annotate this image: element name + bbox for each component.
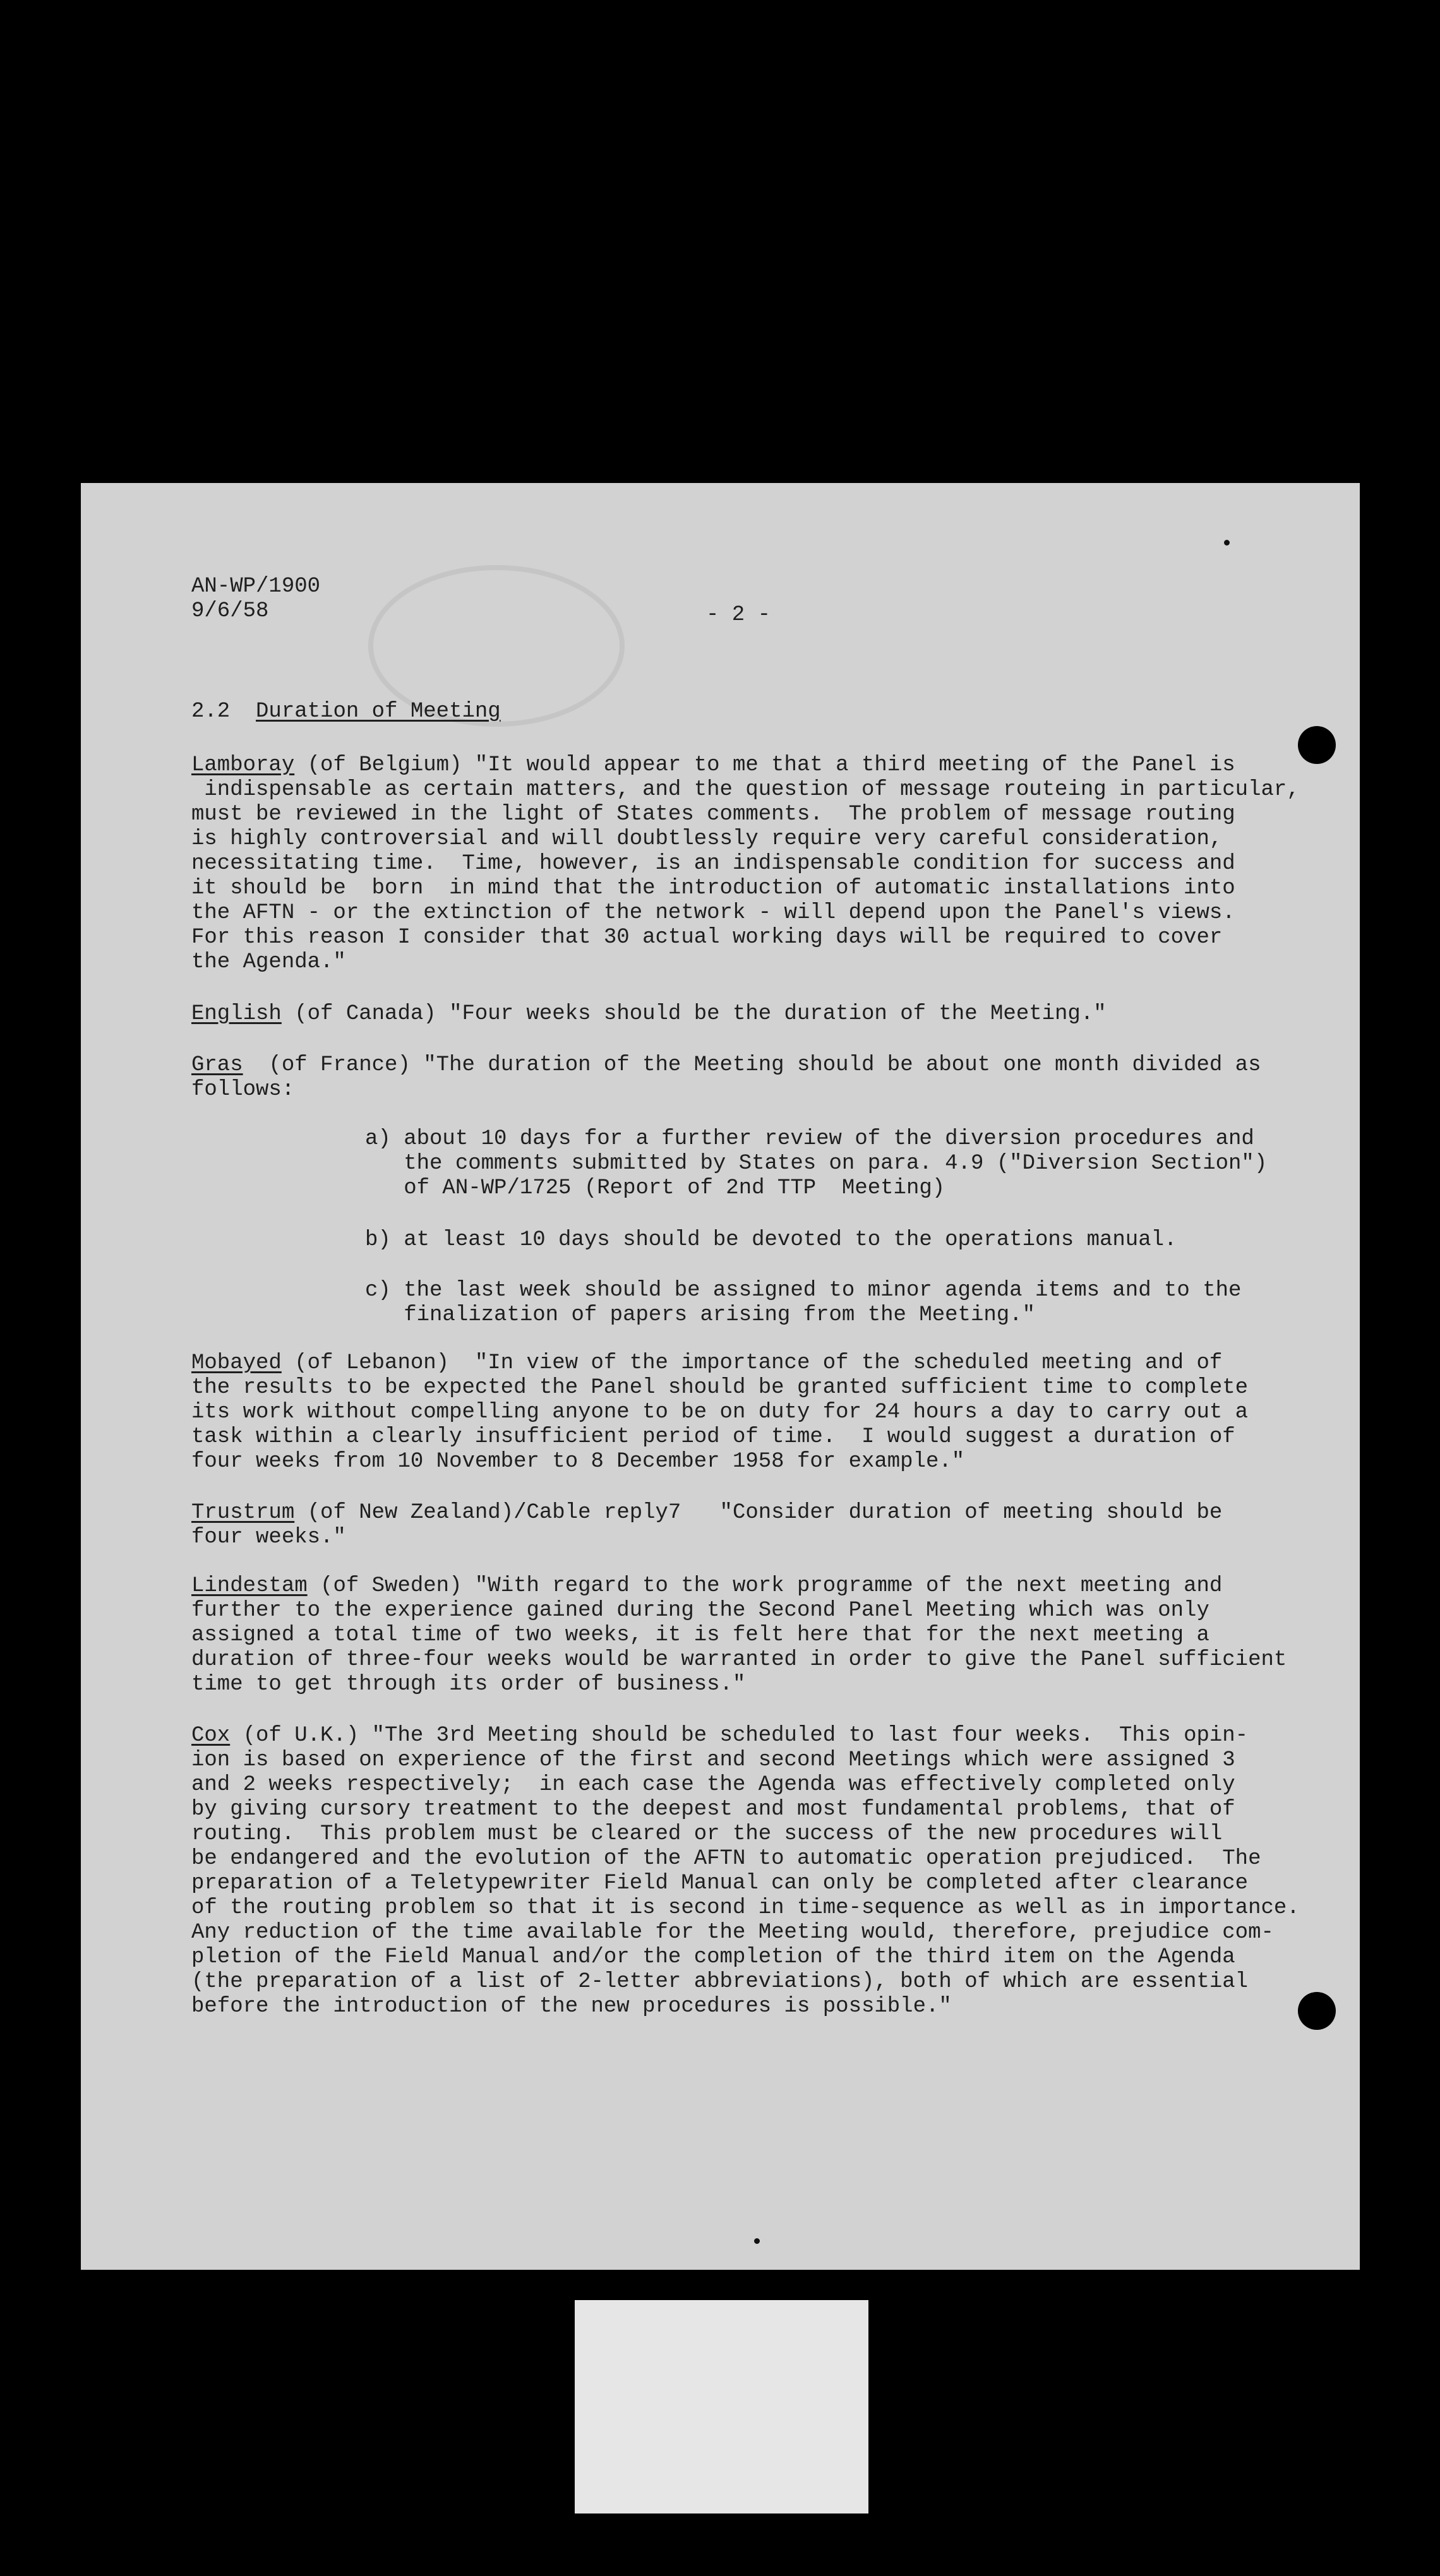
page-number: - 2 -	[706, 603, 771, 627]
blank-calibration-card	[575, 2300, 868, 2513]
doc-number: AN-WP/1900	[191, 575, 321, 599]
entry-mobayed: Mobayed (of Lebanon) "In view of the importance of the scheduled meeting and of the results to be expected the Panel should be granted sufficient time to complete its work without compelling anyone to be on duty for 24 hours a day to carry out a task within a clearly insufficient period of time. I would suggest a duration of four weeks from 10 November to 8 December 1958 for example."	[191, 1351, 1249, 1474]
speaker-name: Trustrum	[191, 1501, 295, 1525]
speaker-name: Mobayed	[191, 1351, 282, 1375]
section-title: Duration of Meeting	[256, 700, 501, 724]
speaker-name: English	[191, 1002, 282, 1026]
entry-trustrum: Trustrum (of New Zealand)/Cable reply7 "Consider duration of meeting should be four weeks."	[191, 1501, 1223, 1549]
speaker-name: Gras	[191, 1053, 243, 1077]
entry-lindestam: Lindestam (of Sweden) "With regard to the work programme of the next meeting and further to the experience gained during the Second Panel Meeting which was only assigned a total time of two weeks, it is felt here that for the next meeting a duration of three-four weeks would be warranted in order to give the Panel sufficient time to get through its order of business."	[191, 1574, 1287, 1696]
list-item: c) the last week should be assigned to minor agenda items and to the finalization of papers arising from the Meeting."	[365, 1279, 1242, 1327]
document-page	[81, 483, 1360, 2270]
speaker-name: Cox	[191, 1724, 231, 1748]
speaker-name: Lamboray	[191, 753, 295, 777]
doc-date: 9/6/58	[191, 599, 269, 623]
paper-speck	[1224, 540, 1230, 546]
speaker-name: Lindestam	[191, 1574, 308, 1598]
entry-gras: Gras (of France) "The duration of the Meeting should be about one month divided as follows:	[191, 1053, 1261, 1102]
entry-lamboray: Lamboray (of Belgium) "It would appear to me that a third meeting of the Panel is indispensable as certain matters, and the question of message routeing in particular, must be reviewed in the light of States comments. The problem of message routing is highly controversial and will doubtlessly require very careful consideration, necessitating time. Time, however, is an indispensable condition for success and it should be born in mind that the introduction of automatic installations into the AFTN - or the extinction of the network - will depend upon the Panel's views. For this reason I consider that 30 actual working days will be required to cover the Agenda."	[191, 753, 1300, 974]
list-item: b) at least 10 days should be devoted to the operations manual.	[365, 1228, 1177, 1252]
punch-hole-top	[1298, 726, 1336, 764]
punch-hole-bottom	[1298, 1992, 1336, 2030]
entry-english: English (of Canada) "Four weeks should be the duration of the Meeting."	[191, 1002, 1107, 1026]
paper-speck	[754, 2238, 760, 2244]
section-number: 2.2	[191, 700, 231, 724]
section-heading	[191, 700, 501, 724]
list-item: a) about 10 days for a further review of the diversion procedures and the comments submitted by States on para. 4.9 ("Diversion Section") of AN-WP/1725 (Report of 2nd TTP Meeting)	[365, 1127, 1268, 1200]
entry-cox: Cox (of U.K.) "The 3rd Meeting should be scheduled to last four weeks. This opin- ion is based on experience of the first and second Meetings which were assigned 3 and 2 weeks respectively; in each case the Agenda was effectively completed only by giving cursory treatment to the deepest and most fundamental problems, that of routing. This problem must be cleared or the success of the new procedures will be endangered and the evolution of the AFTN to automatic operation prejudiced. The preparation of a Teletypewriter Field Manual can only be completed after clearance of the routing problem so that it is second in time-sequence as well as in importance. Any reduction of the time available for the Meeting would, therefore, prejudice com- pletion of the Field Manual and/or the completion of the third item on the Agenda (the preparation of a list of 2-letter abbreviations), both of which are essential before the introduction of the new procedures is possible."	[191, 1724, 1300, 2018]
